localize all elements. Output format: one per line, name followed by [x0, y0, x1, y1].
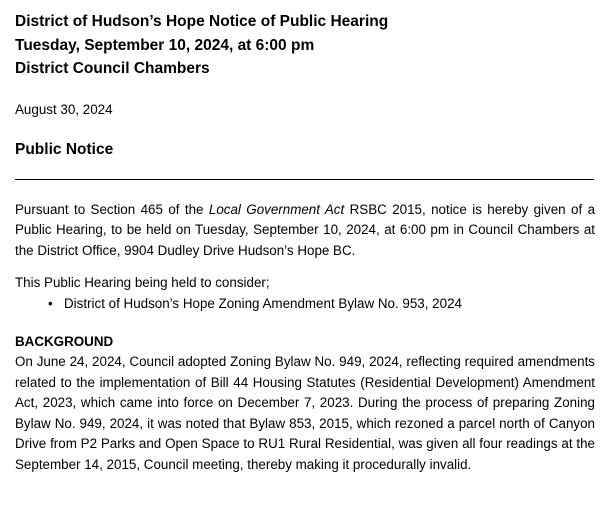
intro-paragraph: [15, 200, 595, 262]
notice-date: August 30, 2024: [15, 101, 113, 117]
public-notice-title: Public Notice: [15, 140, 114, 158]
intro-text-part1: Pursuant to Section 465 of the: [15, 201, 209, 217]
background-paragraph: On June 24, 2024, Council adopted Zoning Bylaw No. 949, 2024, reflecting required amendments related to the implementation of Bill 44 Housing Statutes (Residential Development) Amendment Act, 2023, which came into force on December 7, 2023. During the process of preparing Zoning Bylaw No. 949, 2024, it was noted that Bylaw 853, 2015, which rezoned a parcel north of Canyon Drive from P2 Parks and Open Space to RU1 Rural Residential, was given all four readings at the September 14, 2015, Council meeting, thereby making it procedurally invalid.: [15, 354, 595, 472]
notice-heading-line2: Tuesday, September 10, 2024, at 6:00 pm: [15, 36, 315, 54]
intro-text-part2: RSBC 2015, notice is hereby given of a Public Hearing, to be held on Tuesday, September 10, 2024, at 6:00 pm in Council Chambers at the District Office, 9904 Dudley Drive Hudson’s Hope BC.: [15, 201, 596, 258]
consider-statement: This Public Hearing being held to consider;: [15, 275, 270, 290]
bylaw-item-text: District of Hudson’s Hope Zoning Amendment Bylaw No. 953, 2024: [64, 295, 462, 311]
background-heading: BACKGROUND: [15, 334, 114, 349]
horizontal-divider: [15, 179, 594, 180]
notice-heading-line1: District of Hudson’s Hope Notice of Public Hearing: [15, 13, 389, 30]
document-page: [15, 10, 595, 475]
list-item: [15, 294, 595, 315]
act-name: Local Government Act: [208, 201, 345, 217]
bullet-icon: •: [48, 295, 53, 311]
notice-heading-line3: District Council Chambers: [15, 60, 210, 77]
